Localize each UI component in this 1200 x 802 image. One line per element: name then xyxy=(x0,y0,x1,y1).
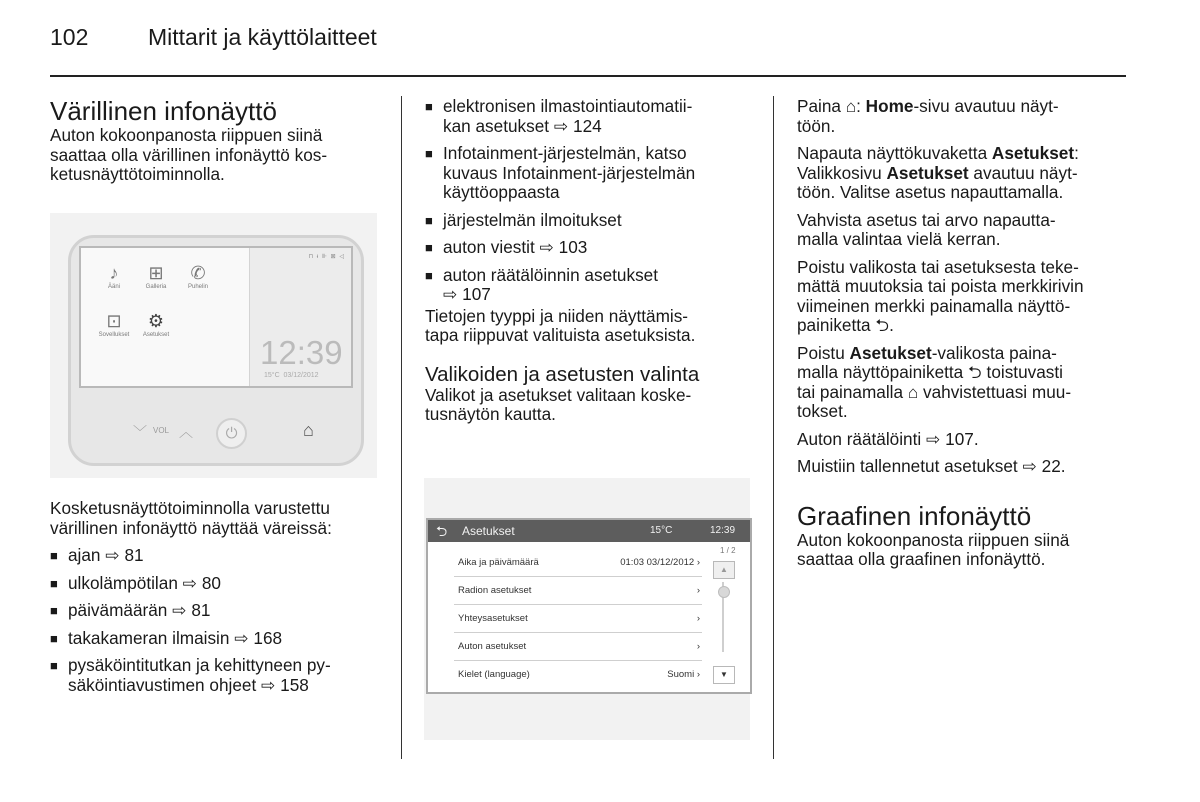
app-apps: ⊡ Sovellukset xyxy=(95,310,133,338)
section-heading: Värillinen infonäyttö xyxy=(50,96,277,126)
scroll-knob xyxy=(718,586,730,598)
clock: 12:39 xyxy=(260,334,343,371)
settings-row-vehicle: Auton asetukset › xyxy=(454,633,702,661)
list-item: ■ elektronisen ilmastointiautomatii- kan asetukset ⇨ 124 xyxy=(425,97,755,136)
app-phone: ✆ Puhelin xyxy=(179,262,217,290)
list-item: ■ päivämäärän ⇨ 81 xyxy=(50,601,390,621)
temp-date: 15°C 03/12/2012 xyxy=(264,372,319,379)
settings-temp: 15°C xyxy=(650,525,673,536)
list-item: ■ ajan ⇨ 81 xyxy=(50,546,390,566)
settings-title: Asetukset xyxy=(462,524,515,538)
graphic-display-paragraph: Auton kokoonpanosta riippuen siinä saattaa olla graafinen infonäyttö. xyxy=(797,529,1070,569)
selection-paragraph: Valikot ja asetukset valitaan koske- tusnäytön kautta. xyxy=(425,384,692,424)
settings-row-radio: Radion asetukset › xyxy=(454,577,702,605)
column-divider-left xyxy=(401,96,402,759)
home-paragraph: Paina ⌂: Home-sivu avautuu näyt- töön. xyxy=(797,96,1059,136)
app-settings: ⚙ Asetukset xyxy=(137,310,175,338)
page-indicator: 1 / 2 xyxy=(720,546,736,555)
scroll-up-icon: ▲ xyxy=(713,561,735,579)
scroll-down-icon: ▼ xyxy=(713,666,735,684)
settings-title-bar xyxy=(428,520,750,542)
phone-icon: ✆ xyxy=(190,263,206,283)
control-strip xyxy=(71,410,361,454)
home-icon: ⌂ xyxy=(303,420,314,440)
list-item: ■ takakameran ilmaisin ⇨ 168 xyxy=(50,629,390,649)
left-column xyxy=(50,96,385,185)
gallery-icon: ⊞ xyxy=(148,263,164,283)
header-rule xyxy=(50,75,1126,77)
list-item: ■ pysäköintitutkan ja kehittyneen py- säköintiavustimen ohjeet ⇨ 158 xyxy=(50,656,390,695)
color-info-display-figure xyxy=(50,213,377,478)
middle-column xyxy=(425,97,755,425)
customization-ref: Auton räätälöinti ⇨ 107. xyxy=(797,428,979,449)
settings-row-language: Kielet (language) Suomi › xyxy=(458,669,700,680)
list-item: ■ ulkolämpötilan ⇨ 80 xyxy=(50,574,390,594)
list-item: ■ auton viestit ⇨ 103 xyxy=(425,238,755,258)
exit-settings-paragraph: Poistu Asetukset-valikosta paina- malla näyttöpainiketta ⮌ toistuvasti tai painamalla ⌂ vahvistettuasi muu- tokset. xyxy=(797,342,1072,421)
settings-screen-figure xyxy=(424,478,750,740)
subsection-heading: Valikoiden ja asetusten valinta xyxy=(425,362,700,386)
home-apps-area xyxy=(81,248,250,386)
app-audio: ♪ Ääni xyxy=(95,262,133,290)
exit-paragraph: Poistu valikosta tai asetuksesta teke- mättä muutoksia tai poista merkkirivin viimeinen merkki painamalla näyttö- painiketta ⮌. xyxy=(797,256,1084,335)
volume-up-icon: ︿ xyxy=(179,424,193,440)
list-item: ■ Infotainment-järjestelmän, katso kuvaus Infotainment-järjestelmän käyttöoppaasta xyxy=(425,144,755,203)
power-icon: ⏻ xyxy=(216,418,247,449)
settings-row-connection: Yhteysasetukset › xyxy=(454,605,702,633)
column-divider-right xyxy=(773,96,774,759)
music-note-icon: ♪ xyxy=(109,263,119,283)
gear-icon: ⚙ xyxy=(147,311,165,331)
display-list xyxy=(50,546,390,695)
display-paragraph: Kosketusnäyttötoiminnolla varustettu värillinen infonäyttö näyttää väreissä: xyxy=(50,498,332,538)
page-header xyxy=(50,24,377,51)
volume-down-icon: ﹀ xyxy=(133,424,147,440)
confirm-paragraph: Vahvista asetus tai arvo napautta- malla valintaa vielä kerran. xyxy=(797,209,1056,249)
status-icons: ⊓ ᵻ ⊪ ⊠ ◁ xyxy=(308,254,345,260)
settings-time: 12:39 xyxy=(710,525,736,536)
page-number: 102 xyxy=(50,24,89,50)
list-item: ■ auton räätälöinnin asetukset ⇨ 107 xyxy=(425,266,755,305)
display-list-continued xyxy=(425,97,755,305)
right-column xyxy=(797,97,1132,570)
clock-area xyxy=(250,248,351,386)
chapter-title: Mittarit ja käyttölaitteet xyxy=(148,24,377,50)
settings-screen xyxy=(426,518,752,694)
settings-paragraph: Napauta näyttökuvaketta Asetukset: Valikkosivu Asetukset avautuu näyt- töön. Valitse asetus napauttamalla. xyxy=(797,143,1079,202)
apps-icon: ⊡ xyxy=(106,311,122,331)
left-column-lower xyxy=(50,499,390,703)
info-paragraph: Tietojen tyyppi ja niiden näyttämis- tapa riippuvat valituista asetuksista. xyxy=(425,305,696,345)
graphic-display-heading: Graafinen infonäyttö xyxy=(797,500,1032,531)
intro-paragraph: Auton kokoonpanosta riippuen siinä saattaa olla värillinen infonäyttö kos- ketusnäyttötoiminnolla. xyxy=(50,125,328,184)
list-item: ■ järjestelmän ilmoitukset xyxy=(425,211,755,231)
display-bezel xyxy=(68,235,364,466)
back-icon: ⮌ xyxy=(436,523,448,539)
settings-row-time-date: Aika ja päivämäärä 01:03 03/12/2012 › xyxy=(454,549,702,577)
touch-screen xyxy=(79,246,353,388)
volume-label: VOL xyxy=(153,426,170,435)
saved-settings-ref: Muistiin tallennetut asetukset ⇨ 22. xyxy=(797,456,1066,476)
app-gallery: ⊞ Galleria xyxy=(137,262,175,290)
